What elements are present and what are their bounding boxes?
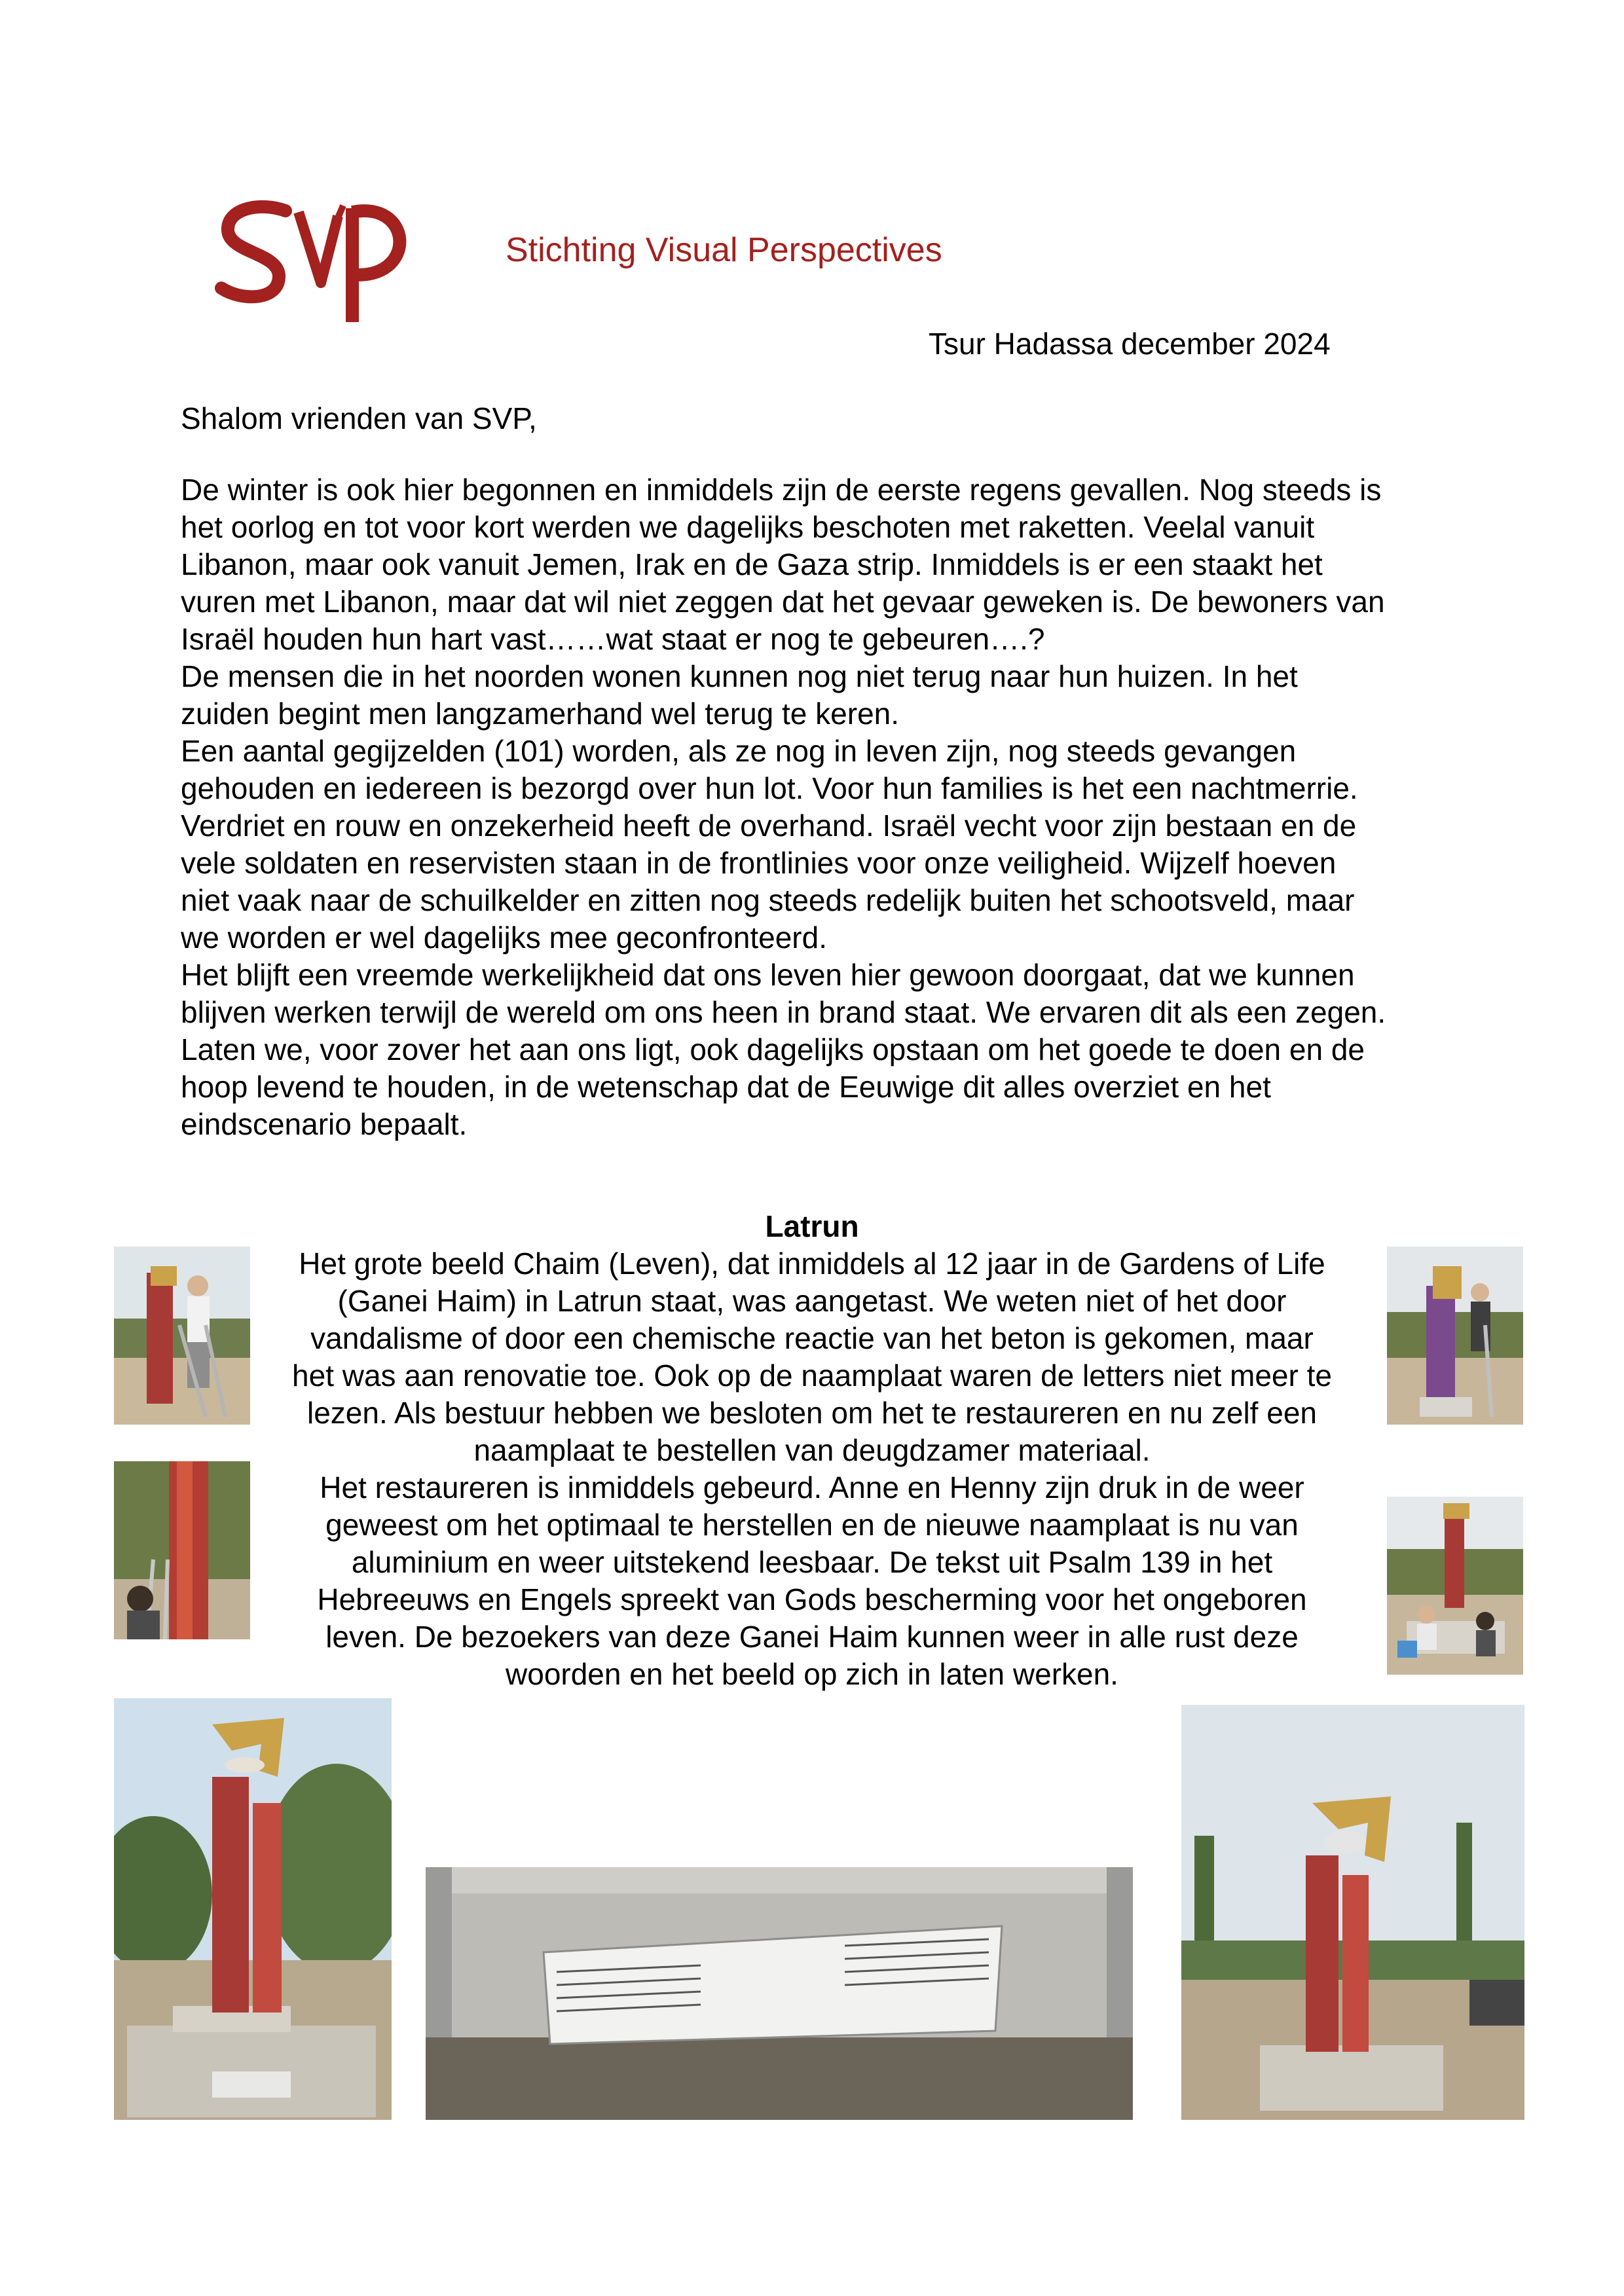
greeting: Shalom vrienden van SVP, xyxy=(181,401,537,435)
letter-line: vuren met Libanon, maar dat wil niet zeggen dat het gevaar geweken is. De bewoners van xyxy=(181,585,1385,619)
letter-line: blijven werken terwijl de wereld om ons heen in brand staat. We ervaren dit als een zegen. xyxy=(181,995,1386,1029)
letter-body xyxy=(181,471,1464,1143)
letter-line: De winter is ook hier begonnen en inmiddels zijn de eerste regens gevallen. Nog steeds is xyxy=(181,473,1382,507)
letter-line: het oorlog en tot voor kort werden we dagelijks beschoten met raketten. Veelal vanuit xyxy=(181,510,1315,544)
latrun-body xyxy=(275,1245,1349,1693)
latrun-line: vandalisme of door een chemische reactie van het beton is gekomen, maar xyxy=(310,1321,1314,1355)
latrun-line: leven. De bezoekers van deze Ganei Haim kunnen weer in alle rust deze xyxy=(325,1620,1299,1654)
letter-line: Israël houden hun hart vast……wat staat er nog te gebeuren….? xyxy=(181,622,1045,656)
letter-line: hoop levend te houden, in de wetenschap dat de Eeuwige dit alles overziet en het xyxy=(181,1070,1271,1104)
svp-logo-mark xyxy=(215,196,477,327)
latrun-line: aluminium en weer uitstekend leesbaar. De tekst uit Psalm 139 in het xyxy=(351,1545,1273,1579)
latrun-line: Hebreeuws en Engels spreekt van Gods bescherming voor het ongeboren xyxy=(317,1582,1307,1616)
letter-line: Libanon, maar ook vanuit Jemen, Irak en de Gaza strip. Inmiddels is er een staakt het xyxy=(181,547,1323,581)
letter-line: zuiden begint men langzamerhand wel terug te keren. xyxy=(181,697,900,731)
photo-restoration-base xyxy=(114,1461,250,1639)
letter-line: vele soldaten en reservisten staan in de frontlinies voor onze veiligheid. Wijzelf hoeven xyxy=(181,846,1337,880)
latrun-line: Het grote beeld Chaim (Leven), dat inmiddels al 12 jaar in de Gardens of Life xyxy=(299,1247,1325,1281)
letter-line: eindscenario bepaalt. xyxy=(181,1107,468,1141)
letter-line: we worden er wel dagelijks mee geconfronteerd. xyxy=(181,920,827,955)
latrun-line: geweest om het optimaal te herstellen en de nieuwe naamplaat is nu van xyxy=(325,1508,1299,1542)
photo-sculpture-left xyxy=(114,1698,392,2120)
latrun-line: woorden en het beeld op zich in laten werken. xyxy=(506,1657,1118,1691)
photo-sculpture-right xyxy=(1181,1705,1524,2120)
letter-line: Verdriet en rouw en onzekerheid heeft de overhand. Israël vecht voor zijn bestaan en de xyxy=(181,809,1357,843)
letter-line: niet vaak naar de schuilkelder en zitten nog steeds redelijk buiten het schootsveld, maar xyxy=(181,883,1355,917)
photo-restoration-ladder xyxy=(114,1247,250,1425)
latrun-line: (Ganei Haim) in Latrun staat, was aangetast. We weten niet of het door xyxy=(337,1284,1287,1318)
letter-line: De mensen die in het noorden wonen kunnen nog niet terug naar hun huizen. In het xyxy=(181,659,1298,693)
letter-line: Een aantal gegijzelden (101) worden, als ze nog in leven zijn, nog steeds gevangen xyxy=(181,734,1297,768)
latrun-line: het was aan renovatie toe. Ook op de naamplaat waren de letters niet meer te xyxy=(292,1358,1332,1393)
photo-restoration-workers xyxy=(1387,1497,1523,1675)
letter-line: Het blijft een vreemde werkelijkheid dat ons leven hier gewoon doorgaat, dat we kunnen xyxy=(181,958,1355,992)
latrun-line: naamplaat te bestellen van deugdzamer materiaal. xyxy=(473,1433,1151,1467)
photo-name-plaque xyxy=(426,1867,1133,2120)
dateline: Tsur Hadassa december 2024 xyxy=(929,327,1331,361)
organization-name: Stichting Visual Perspectives xyxy=(506,231,942,269)
letter-line: Laten we, voor zover het aan ons ligt, ook dagelijks opstaan om het goede te doen en de xyxy=(181,1032,1365,1066)
latrun-line: Het restaureren is inmiddels gebeurd. Anne en Henny zijn druk in de weer xyxy=(320,1470,1304,1504)
section-heading-latrun: Latrun xyxy=(765,1209,859,1243)
letter-line: gehouden en iedereen is bezorgd over hun lot. Voor hun families is het een nachtmerrie. xyxy=(181,771,1358,805)
latrun-line: lezen. Als bestuur hebben we besloten om het te restaureren en nu zelf een xyxy=(306,1396,1317,1430)
svp-logo xyxy=(215,196,477,327)
photo-restoration-top-right xyxy=(1387,1247,1523,1425)
